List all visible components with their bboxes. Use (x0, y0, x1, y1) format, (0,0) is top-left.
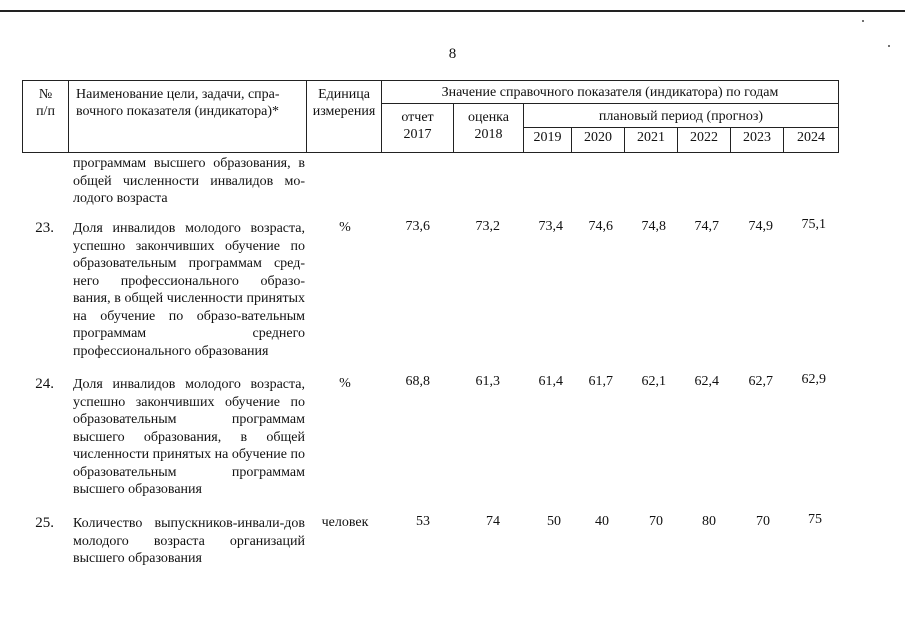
row-description: Доля инвалидов молодого возраста, успешно закончивших обучение по образовательным программам высшего образования, в общей численности принятых на обучение по образовательным программам высшего образования (73, 377, 305, 497)
header-name: Наименование цели, задачи, спра- вочного показателя (индикатора)* (76, 87, 280, 119)
value-2023: 62,7 (748, 374, 773, 389)
header-group: Значение справочного показателя (индикатора) по годам (441, 85, 779, 100)
row-description: Доля инвалидов молодого возраста, успешно закончивших обучение по образовательным программам сред-него профессионального образо-вания, в общей численности принятых на обучение по образо-вательным программам среднего профессионального образования (73, 221, 305, 359)
value-2019: 61,4 (538, 374, 563, 389)
value-2022: 62,4 (694, 374, 719, 389)
row-description: Количество выпускников-инвали-дов молодого возраста организаций высшего образования (73, 516, 305, 566)
row-unit: человек (321, 515, 369, 530)
row-number: 24. (35, 376, 54, 392)
header-estimate: оценка 2018 (467, 110, 509, 142)
value-2020: 61,7 (588, 374, 613, 389)
value-2022: 74,7 (694, 219, 719, 234)
value-2024: 62,9 (801, 372, 826, 387)
value-2017: 73,6 (405, 219, 430, 234)
value-2021: 62,1 (641, 374, 666, 389)
value-2024: 75,1 (801, 217, 826, 232)
header-year: 2021 (637, 130, 665, 145)
value-2018: 61,3 (475, 374, 500, 389)
value-2018: 73,2 (475, 219, 500, 234)
value-2017: 68,8 (405, 374, 430, 389)
header-year: 2020 (584, 130, 612, 145)
value-2023: 74,9 (748, 219, 773, 234)
value-2022: 80 (702, 514, 716, 529)
value-2019: 50 (547, 514, 561, 529)
value-2021: 70 (649, 514, 663, 529)
page-number: 8 (448, 46, 457, 62)
table-header (22, 80, 839, 153)
header-num: № п/п (36, 87, 55, 119)
row-number: 25. (35, 515, 54, 531)
top-border-line (0, 10, 905, 12)
continuation-text: программам высшего образования, в общей численности инвалидов мо-лодого возраста (73, 156, 305, 206)
header-report: отчет 2017 (401, 110, 434, 142)
header-plan: плановый период (прогноз) (598, 109, 764, 124)
value-2020: 74,6 (588, 219, 613, 234)
value-2018: 74 (486, 514, 500, 529)
value-2023: 70 (756, 514, 770, 529)
row-number: 23. (35, 220, 54, 236)
value-2021: 74,8 (641, 219, 666, 234)
header-year: 2019 (533, 130, 562, 145)
header-unit: Единица измерения (312, 87, 376, 119)
scan-speck (862, 20, 864, 22)
row-unit: % (339, 220, 351, 235)
header-year: 2023 (743, 130, 771, 145)
value-2017: 53 (416, 514, 430, 529)
row-unit: % (339, 376, 351, 391)
value-2019: 73,4 (538, 219, 563, 234)
value-2020: 40 (595, 514, 609, 529)
header-year: 2024 (797, 130, 825, 145)
value-2024: 75 (808, 512, 822, 527)
header-year: 2022 (690, 130, 718, 145)
